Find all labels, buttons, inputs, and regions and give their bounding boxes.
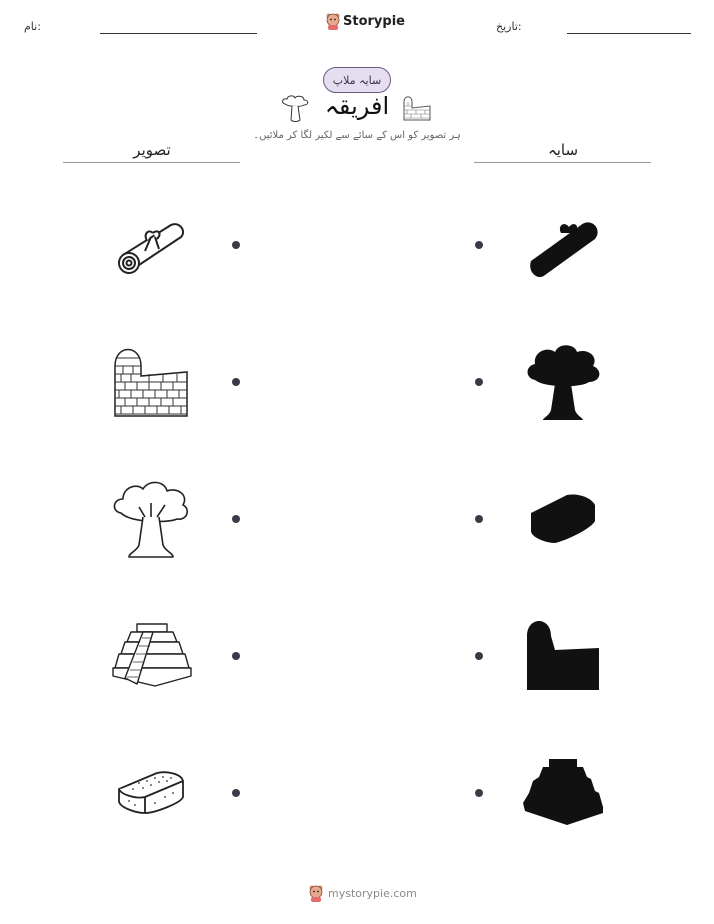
shadow-dot-4[interactable]	[475, 652, 483, 660]
baobab-title-icon	[279, 92, 311, 124]
instruction-text: ہر تصویر کو اس کے سائے سے لکیر لگا کر ملائیں۔	[253, 130, 461, 141]
name-line[interactable]	[100, 33, 257, 34]
date-line[interactable]	[567, 33, 691, 34]
bear-footer-icon	[308, 884, 324, 902]
picture-column-header: تصویر	[133, 141, 171, 159]
brand-name: Storypie	[343, 13, 405, 29]
stone-wall-shadow-icon	[521, 614, 605, 698]
picture-dot-1[interactable]	[232, 241, 240, 249]
pyramid-shadow-icon	[521, 751, 605, 835]
page-title: افریقہ	[324, 92, 390, 120]
storypie-logo	[325, 12, 405, 30]
activity-badge: سایہ ملاپ	[323, 67, 391, 93]
brick-shadow-icon	[521, 477, 605, 561]
shadow-header-underline	[474, 162, 651, 163]
footer	[308, 884, 417, 902]
shadow-dot-3[interactable]	[475, 515, 483, 523]
footer-url[interactable]: mystorypie.com	[328, 886, 417, 900]
shadow-dot-5[interactable]	[475, 789, 483, 797]
pyramid-icon	[109, 614, 193, 698]
name-label: نام:	[24, 20, 41, 33]
scroll-icon	[109, 203, 193, 287]
shadow-dot-1[interactable]	[475, 241, 483, 249]
scroll-shadow-icon	[521, 203, 605, 287]
baobab-tree-icon	[109, 477, 193, 561]
picture-dot-2[interactable]	[232, 378, 240, 386]
picture-header-underline	[63, 162, 240, 163]
picture-dot-3[interactable]	[232, 515, 240, 523]
stone-wall-icon	[109, 340, 193, 424]
picture-dot-5[interactable]	[232, 789, 240, 797]
shadow-column-header: سایہ	[547, 141, 579, 159]
date-label: تاریخ:	[496, 20, 522, 33]
bear-logo-icon	[325, 12, 341, 30]
picture-dot-4[interactable]	[232, 652, 240, 660]
stone-wall-title-icon	[401, 92, 433, 124]
shadow-dot-2[interactable]	[475, 378, 483, 386]
baobab-shadow-icon	[521, 340, 605, 424]
brick-icon	[109, 751, 193, 835]
